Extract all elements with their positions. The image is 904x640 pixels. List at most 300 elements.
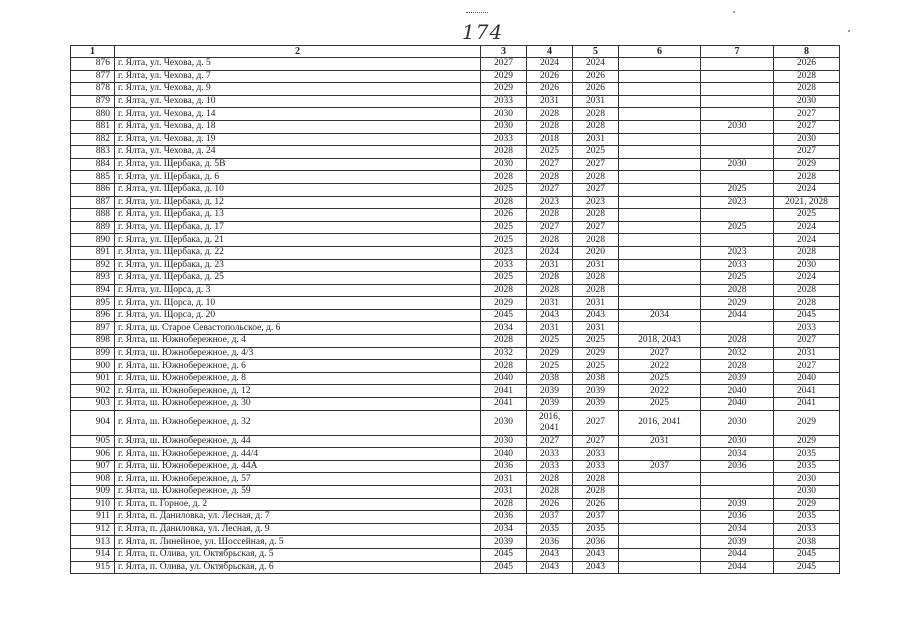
cell-col-5: 2027 [573,221,619,234]
cell-col-3: 2028 [481,335,527,348]
cell-col-6 [619,108,701,121]
cell-row-number: 888 [71,209,115,222]
table-row [71,95,840,108]
cell-col-8: 2027 [774,146,840,159]
cell-address: г. Ялта, п. Даниловка, ул. Лесная, д. 7 [115,511,481,524]
cell-col-3: 2023 [481,246,527,259]
cell-col-7: 2028 [701,335,774,348]
cell-col-4: 2039 [527,398,573,411]
cell-row-number: 913 [71,536,115,549]
cell-col-4: 2031 [527,297,573,310]
table-row [71,398,840,411]
cell-col-8: 2027 [774,335,840,348]
cell-col-4: 2027 [527,183,573,196]
table-row [71,561,840,574]
cell-col-5: 2025 [573,360,619,373]
cell-address: г. Ялта, ул. Чехова, д. 14 [115,108,481,121]
cell-address: г. Ялта, ш. Южнобережное, д. 8 [115,372,481,385]
cell-address: г. Ялта, ул. Щербака, д. 17 [115,221,481,234]
cell-col-4: 2025 [527,146,573,159]
cell-col-3: 2033 [481,259,527,272]
cell-col-8: 2045 [774,561,840,574]
cell-col-5: 2028 [573,473,619,486]
cell-col-3: 2036 [481,460,527,473]
cell-col-7: 2039 [701,536,774,549]
cell-col-4: 2037 [527,511,573,524]
cell-col-7: 2033 [701,259,774,272]
cell-col-3: 2025 [481,272,527,285]
cell-col-5: 2028 [573,209,619,222]
cell-col-7 [701,486,774,499]
cell-col-6: 2037 [619,460,701,473]
cell-address: г. Ялта, ул. Чехова, д. 7 [115,70,481,83]
cell-col-8: 2027 [774,108,840,121]
cell-row-number: 893 [71,272,115,285]
cell-col-8: 2035 [774,460,840,473]
cell-col-8: 2024 [774,221,840,234]
cell-col-8: 2029 [774,410,840,435]
cell-col-4: 2023 [527,196,573,209]
cell-col-6 [619,83,701,96]
cell-col-4: 2028 [527,272,573,285]
cell-col-5: 2043 [573,561,619,574]
cell-address: г. Ялта, ш. Южнобережное, д. 57 [115,473,481,486]
cell-col-7 [701,234,774,247]
table-row [71,385,840,398]
cell-col-5: 2039 [573,398,619,411]
table-row [71,523,840,536]
cell-col-6 [619,95,701,108]
cell-col-7: 2040 [701,398,774,411]
cell-address: г. Ялта, ш. Южнобережное, д. 32 [115,410,481,435]
cell-address: г. Ялта, ул. Щербака, д. 25 [115,272,481,285]
cell-col-5: 2039 [573,385,619,398]
cell-col-6 [619,58,701,71]
cell-col-8: 2028 [774,297,840,310]
cell-row-number: 906 [71,448,115,461]
cell-row-number: 883 [71,146,115,159]
cell-col-7: 2030 [701,120,774,133]
table-row [71,473,840,486]
cell-col-6 [619,196,701,209]
cell-col-3: 2031 [481,473,527,486]
cell-col-7: 2039 [701,372,774,385]
cell-col-4: 2025 [527,335,573,348]
cell-row-number: 898 [71,335,115,348]
table-row [71,196,840,209]
cell-col-8: 2024 [774,272,840,285]
cell-col-4: 2033 [527,460,573,473]
table-row [71,309,840,322]
cell-col-5: 2026 [573,83,619,96]
cell-col-5: 2027 [573,183,619,196]
cell-col-5: 2031 [573,133,619,146]
cell-col-8: 2030 [774,133,840,146]
cell-address: г. Ялта, ул. Щербака, д. 10 [115,183,481,196]
cell-col-3: 2025 [481,234,527,247]
table-row [71,70,840,83]
cell-col-6: 2034 [619,309,701,322]
cell-address: г. Ялта, ул. Чехова, д. 5 [115,58,481,71]
table-row [71,536,840,549]
cell-col-7 [701,58,774,71]
cell-col-7: 2030 [701,158,774,171]
cell-col-7: 2025 [701,221,774,234]
cell-col-7: 2023 [701,196,774,209]
table-row [71,548,840,561]
cell-col-3: 2045 [481,309,527,322]
cell-row-number: 911 [71,511,115,524]
cell-col-4: 2028 [527,171,573,184]
cell-col-6 [619,259,701,272]
cell-row-number: 914 [71,548,115,561]
cell-col-6 [619,133,701,146]
cell-address: г. Ялта, п. Горное, д. 2 [115,498,481,511]
cell-col-3: 2029 [481,83,527,96]
cell-row-number: 904 [71,410,115,435]
cell-col-4: 2026 [527,83,573,96]
table-row [71,246,840,259]
cell-col-3: 2039 [481,536,527,549]
cell-col-3: 2030 [481,158,527,171]
cell-col-3: 2028 [481,146,527,159]
cell-col-4: 2027 [527,221,573,234]
cell-col-3: 2045 [481,548,527,561]
table-row [71,108,840,121]
column-header-3: 3 [481,46,527,58]
header-row [71,46,840,58]
cell-col-3: 2028 [481,498,527,511]
table-row [71,234,840,247]
cell-col-3: 2025 [481,221,527,234]
cell-address: г. Ялта, ул. Чехова, д. 10 [115,95,481,108]
cell-col-4: 2043 [527,561,573,574]
cell-col-4: 2028 [527,209,573,222]
cell-col-7 [701,70,774,83]
cell-col-8: 2029 [774,158,840,171]
cell-address: г. Ялта, ул. Чехова, д. 19 [115,133,481,146]
cell-col-8: 2026 [774,58,840,71]
cell-col-3: 2030 [481,120,527,133]
cell-row-number: 896 [71,309,115,322]
cell-row-number: 880 [71,108,115,121]
cell-address: г. Ялта, ул. Щербака, д. 21 [115,234,481,247]
cell-col-8: 2024 [774,183,840,196]
cell-row-number: 885 [71,171,115,184]
cell-col-6: 2025 [619,398,701,411]
cell-col-6: 2022 [619,385,701,398]
cell-col-6 [619,146,701,159]
cell-address: г. Ялта, ул. Щербака, д. 6 [115,171,481,184]
cell-col-4: 2028 [527,486,573,499]
cell-col-5: 2028 [573,171,619,184]
column-header-8: 8 [774,46,840,58]
cell-col-6: 2016, 2041 [619,410,701,435]
cell-col-6 [619,511,701,524]
cell-row-number: 889 [71,221,115,234]
cell-col-5: 2028 [573,108,619,121]
cell-col-7: 2025 [701,183,774,196]
cell-row-number: 915 [71,561,115,574]
cell-row-number: 905 [71,435,115,448]
cell-address: г. Ялта, ул. Щербака, д. 13 [115,209,481,222]
cell-row-number: 878 [71,83,115,96]
table-row [71,410,840,435]
cell-row-number: 876 [71,58,115,71]
cell-col-6 [619,536,701,549]
cell-col-7: 2029 [701,297,774,310]
cell-address: г. Ялта, ш. Южнобережное, д. 44А [115,460,481,473]
page-number: 174 [462,20,504,44]
cell-row-number: 881 [71,120,115,133]
cell-col-3: 2028 [481,196,527,209]
cell-col-8: 2028 [774,246,840,259]
cell-col-6 [619,523,701,536]
cell-row-number: 882 [71,133,115,146]
cell-col-7: 2039 [701,498,774,511]
table-row [71,448,840,461]
cell-col-5: 2024 [573,58,619,71]
cell-col-6: 2031 [619,435,701,448]
cell-col-4: 2028 [527,473,573,486]
cell-col-4: 2025 [527,360,573,373]
cell-col-4: 2026 [527,498,573,511]
cell-col-7 [701,95,774,108]
cell-address: г. Ялта, ул. Чехова, д. 18 [115,120,481,133]
cell-col-8: 2045 [774,309,840,322]
cell-row-number: 887 [71,196,115,209]
cell-col-7: 2030 [701,435,774,448]
cell-col-8: 2021, 2028 [774,196,840,209]
cell-col-8: 2030 [774,486,840,499]
cell-col-4: 2029 [527,347,573,360]
column-header-1: 1 [71,46,115,58]
cell-col-5: 2028 [573,486,619,499]
table-row [71,372,840,385]
cell-col-6 [619,183,701,196]
table-row [71,486,840,499]
cell-col-6 [619,70,701,83]
cell-col-7 [701,83,774,96]
cell-col-3: 2031 [481,486,527,499]
cell-col-4: 2028 [527,108,573,121]
table-row [71,284,840,297]
cell-address: г. Ялта, ш. Южнобережное, д. 59 [115,486,481,499]
cell-col-8: 2025 [774,209,840,222]
cell-col-7: 2025 [701,272,774,285]
cell-col-8: 2028 [774,83,840,96]
cell-col-3: 2041 [481,385,527,398]
cell-col-6 [619,284,701,297]
cell-address: г. Ялта, ул. Щербака, д. 22 [115,246,481,259]
cell-col-5: 2026 [573,70,619,83]
cell-col-6: 2022 [619,360,701,373]
cell-col-4: 2028 [527,120,573,133]
cell-col-7 [701,322,774,335]
cell-col-5: 2027 [573,410,619,435]
cell-col-6: 2027 [619,347,701,360]
cell-col-8: 2030 [774,259,840,272]
cell-col-3: 2027 [481,58,527,71]
cell-address: г. Ялта, ул. Чехова, д. 9 [115,83,481,96]
cell-col-6 [619,498,701,511]
cell-address: г. Ялта, ул. Щербака, д. 12 [115,196,481,209]
table-row [71,435,840,448]
cell-row-number: 901 [71,372,115,385]
cell-col-3: 2040 [481,448,527,461]
scan-speck [733,11,735,13]
cell-col-3: 2029 [481,297,527,310]
cell-col-5: 2028 [573,234,619,247]
cell-col-3: 2028 [481,171,527,184]
cell-col-7: 2028 [701,360,774,373]
cell-col-4: 2031 [527,322,573,335]
scan-speck [848,30,850,32]
cell-row-number: 902 [71,385,115,398]
table-row [71,221,840,234]
cell-col-6 [619,234,701,247]
cell-row-number: 894 [71,284,115,297]
cell-col-8: 2041 [774,398,840,411]
cell-col-3: 2028 [481,360,527,373]
cell-col-8: 2038 [774,536,840,549]
cell-col-6 [619,561,701,574]
cell-col-3: 2030 [481,410,527,435]
cell-col-4: 2018 [527,133,573,146]
cell-address: г. Ялта, п. Олива, ул. Октябрьская, д. 5 [115,548,481,561]
table-row [71,133,840,146]
table-row [71,209,840,222]
cell-col-4: 2027 [527,158,573,171]
cell-row-number: 892 [71,259,115,272]
cell-col-8: 2030 [774,95,840,108]
cell-col-6 [619,120,701,133]
cell-row-number: 884 [71,158,115,171]
cell-col-4: 2031 [527,95,573,108]
cell-row-number: 895 [71,297,115,310]
column-header-7: 7 [701,46,774,58]
table-row [71,322,840,335]
cell-row-number: 879 [71,95,115,108]
cell-col-7 [701,473,774,486]
cell-col-6 [619,448,701,461]
cell-col-7: 2028 [701,284,774,297]
cell-address: г. Ялта, ш. Южнобережное, д. 4 [115,335,481,348]
cell-row-number: 900 [71,360,115,373]
cell-col-3: 2040 [481,372,527,385]
cell-col-8: 2029 [774,435,840,448]
cell-address: г. Ялта, ул. Щербака, д. 23 [115,259,481,272]
table-row [71,297,840,310]
cell-col-5: 2027 [573,435,619,448]
cell-col-8: 2024 [774,234,840,247]
cell-col-5: 2037 [573,511,619,524]
cell-row-number: 907 [71,460,115,473]
cell-col-5: 2028 [573,284,619,297]
cell-col-8: 2040 [774,372,840,385]
cell-col-8: 2028 [774,70,840,83]
table-row [71,335,840,348]
cell-col-5: 2027 [573,158,619,171]
cell-row-number: 908 [71,473,115,486]
cell-col-7: 2034 [701,523,774,536]
cell-row-number: 891 [71,246,115,259]
cell-col-7: 2044 [701,548,774,561]
cell-col-7 [701,108,774,121]
cell-col-6: 2018, 2043 [619,335,701,348]
cell-col-7 [701,209,774,222]
cell-col-5: 2029 [573,347,619,360]
cell-col-8: 2030 [774,473,840,486]
cell-col-8: 2033 [774,523,840,536]
cell-row-number: 910 [71,498,115,511]
cell-address: г. Ялта, п. Олива, ул. Октябрьская, д. 6 [115,561,481,574]
cell-col-7: 2032 [701,347,774,360]
cell-row-number: 909 [71,486,115,499]
cell-col-6 [619,297,701,310]
cell-col-6 [619,486,701,499]
cell-col-7: 2044 [701,309,774,322]
cell-col-6 [619,473,701,486]
cell-col-7: 2036 [701,460,774,473]
cell-col-7: 2030 [701,410,774,435]
table-body [71,58,840,574]
table-row [71,272,840,285]
cell-address: г. Ялта, ш. Южнобережное, д. 44/4 [115,448,481,461]
cell-address: г. Ялта, ул. Щорса, д. 3 [115,284,481,297]
table-row [71,146,840,159]
cell-col-3: 2034 [481,523,527,536]
cell-col-5: 2020 [573,246,619,259]
cell-col-5: 2028 [573,120,619,133]
cell-col-8: 2028 [774,284,840,297]
table-row [71,498,840,511]
cell-col-3: 2041 [481,398,527,411]
cell-col-3: 2028 [481,284,527,297]
cell-col-4: 2024 [527,246,573,259]
cell-col-5: 2026 [573,498,619,511]
cell-address: г. Ялта, ул. Щорса, д. 10 [115,297,481,310]
table-row [71,171,840,184]
cell-col-7: 2034 [701,448,774,461]
cell-col-6: 2025 [619,372,701,385]
cell-col-5: 2023 [573,196,619,209]
column-header-5: 5 [573,46,619,58]
housing-registry-table [70,45,840,574]
table-row [71,158,840,171]
table-row [71,511,840,524]
cell-col-8: 2045 [774,548,840,561]
table-row [71,347,840,360]
cell-col-5: 2031 [573,297,619,310]
cell-col-5: 2036 [573,536,619,549]
table-row [71,83,840,96]
table-row [71,120,840,133]
cell-address: г. Ялта, ш. Южнобережное, д. 44 [115,435,481,448]
cell-col-8: 2033 [774,322,840,335]
cell-col-8: 2031 [774,347,840,360]
cell-col-4: 2026 [527,70,573,83]
cell-row-number: 903 [71,398,115,411]
column-header-6: 6 [619,46,701,58]
cell-col-5: 2038 [573,372,619,385]
cell-address: г. Ялта, ул. Щорса, д. 20 [115,309,481,322]
cell-col-7 [701,171,774,184]
cell-row-number: 899 [71,347,115,360]
cell-col-8: 2041 [774,385,840,398]
cell-row-number: 912 [71,523,115,536]
cell-address: г. Ялта, ш. Южнобережное, д. 30 [115,398,481,411]
